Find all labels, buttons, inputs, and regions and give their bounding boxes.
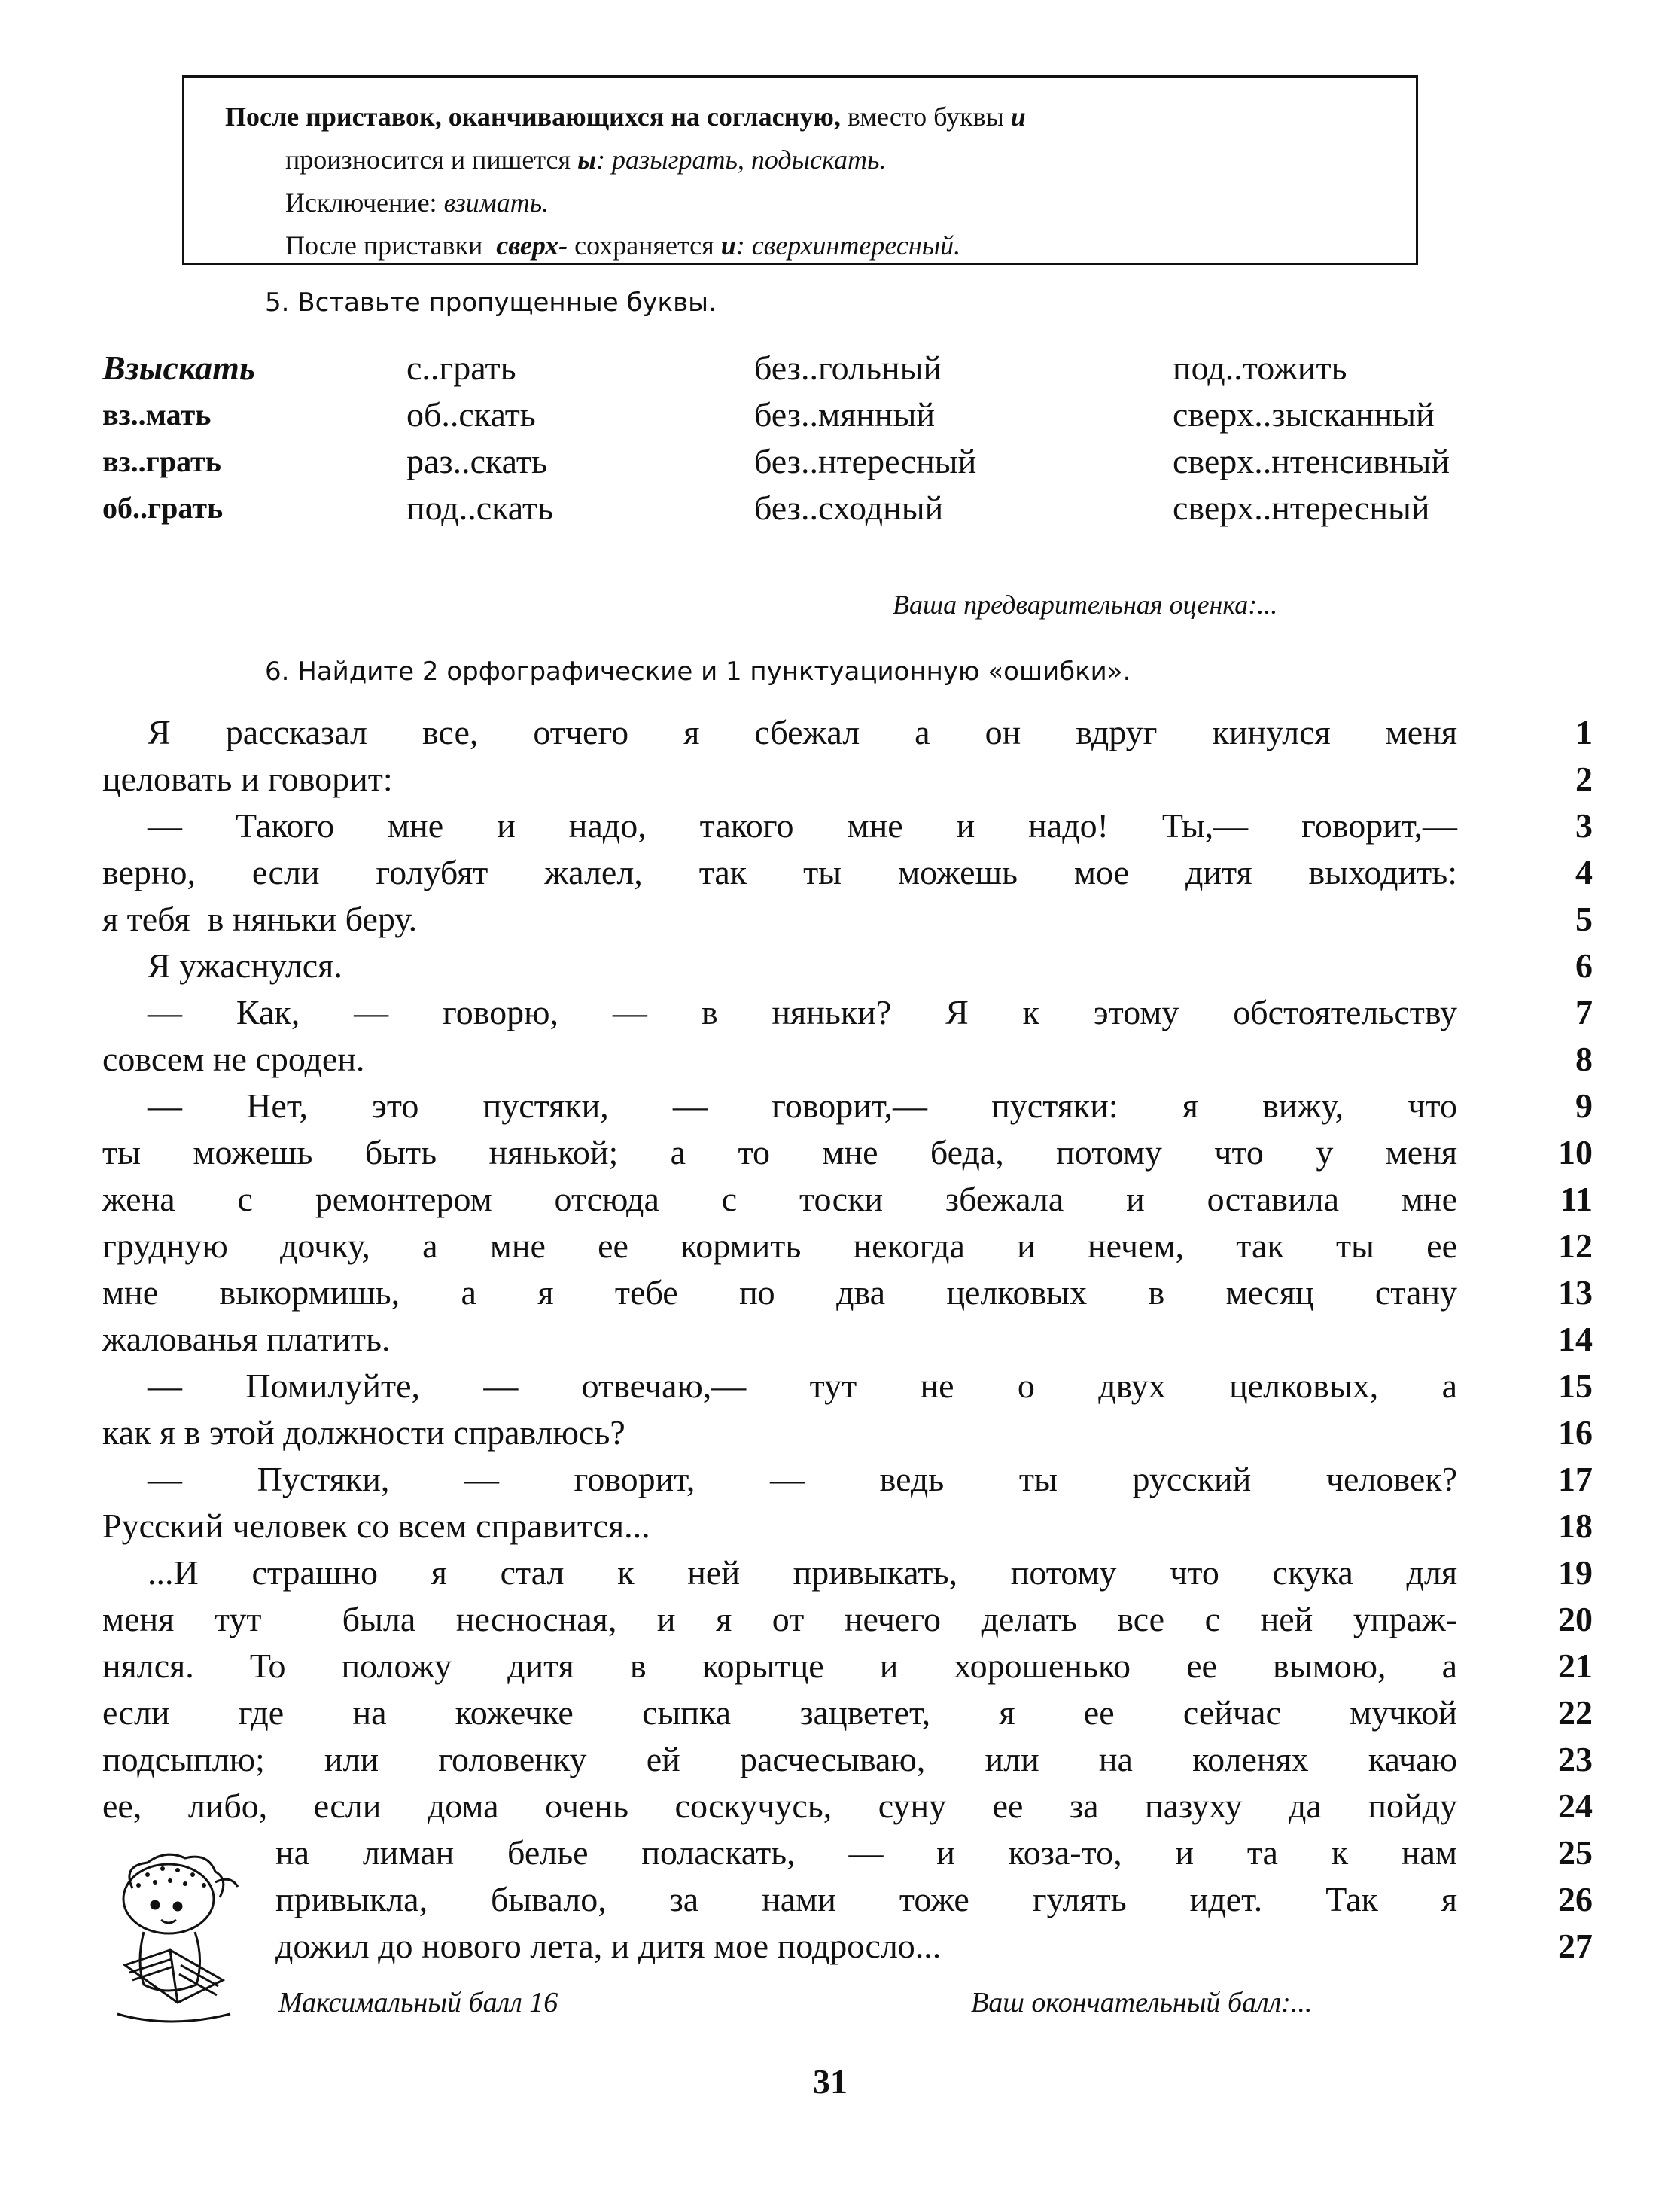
text-line xyxy=(102,896,1593,943)
task6-text xyxy=(102,709,1593,1970)
line-number: 23 xyxy=(1558,1740,1593,1778)
line-number: 14 xyxy=(1558,1320,1593,1358)
text-line xyxy=(102,1876,1593,1923)
rule-line-1 xyxy=(225,96,1371,139)
rule-line-3 xyxy=(225,181,1371,224)
rule-text: произносится и пишется xyxy=(285,145,578,175)
line-text: ее, либо, если дома очень соскучусь, суну ее за пазуху да пойду xyxy=(102,1787,1457,1825)
line-number: 25 xyxy=(1558,1833,1593,1872)
text-line xyxy=(102,1736,1593,1783)
rule-line-4 xyxy=(225,224,1371,267)
line-number: 11 xyxy=(1560,1180,1593,1218)
line-text: — Нет, это пустяки, — говорит,— пустяки: я вижу, что xyxy=(148,1086,1457,1125)
text-line xyxy=(102,1409,1593,1456)
word-cell: с..грать xyxy=(406,349,516,387)
line-number: 1 xyxy=(1575,713,1593,751)
line-number: 26 xyxy=(1558,1880,1593,1918)
line-text: совсем не сроден. xyxy=(102,1040,365,1078)
text-line xyxy=(102,1830,1593,1876)
line-number: 13 xyxy=(1558,1273,1593,1312)
line-number: 5 xyxy=(1575,900,1593,938)
text-line xyxy=(102,989,1593,1036)
task5-title: 5. Вставьте пропущенные буквы. xyxy=(265,288,717,318)
line-number: 15 xyxy=(1558,1367,1593,1405)
page-number: 31 xyxy=(813,2062,848,2101)
line-text: подсыплю; или головенку ей расчесываю, или на коленях качаю xyxy=(102,1740,1457,1778)
line-text: Русский человек со всем справится... xyxy=(102,1507,650,1545)
word-cell: об..грать xyxy=(102,491,224,525)
text-line xyxy=(102,1503,1593,1549)
word-row xyxy=(102,345,1593,392)
word-cell: без..сходный xyxy=(754,489,944,527)
word-cell: под..тожить xyxy=(1173,349,1347,387)
line-text: как я в этой должности справлюсь? xyxy=(102,1413,625,1452)
rule-prefix: сверх- xyxy=(496,230,568,261)
word-cell: без..мянный xyxy=(754,395,935,434)
rule-examples: : разыграть, подыскать. xyxy=(596,145,887,175)
line-text: ...И страшно я стал к ней привыкать, потому что скука для xyxy=(148,1553,1457,1592)
line-number: 16 xyxy=(1558,1413,1593,1452)
line-number: 22 xyxy=(1558,1693,1593,1732)
word-cell: об..скать xyxy=(406,395,536,434)
line-text: меня тут была несносная, и я от нечего делать все с ней упраж- xyxy=(102,1600,1457,1638)
text-line xyxy=(102,709,1593,756)
line-text: на лиман белье поласкать, — и коза-то, и та к нам xyxy=(275,1833,1457,1872)
line-text: жена с ремонтером отсюда с тоски збежала и оставила мне xyxy=(102,1180,1457,1218)
child-with-book-icon xyxy=(102,1852,245,2040)
rule-text: сохраняется xyxy=(568,230,721,261)
line-text: Я ужаснулся. xyxy=(148,946,342,985)
word-cell: раз..скать xyxy=(406,442,547,480)
rule-box xyxy=(182,75,1418,265)
line-text: целовать и говорит: xyxy=(102,760,393,798)
word-cell: без..гольный xyxy=(754,349,942,387)
preliminary-score-note: Ваша предварительная оценка:... xyxy=(893,590,1278,620)
line-text: дожил до нового лета, и дитя мое подросло... xyxy=(275,1927,942,1965)
rule-example: : сверхинтересный. xyxy=(735,230,961,261)
word-cell: Взыскать xyxy=(102,349,255,387)
word-row xyxy=(102,392,1593,438)
line-number: 20 xyxy=(1558,1600,1593,1638)
text-line xyxy=(102,1549,1593,1596)
child-reading-illustration xyxy=(102,1852,245,2040)
line-text: нялся. То положу дитя в корытце и хорошенько ее вымою, а xyxy=(102,1647,1457,1685)
line-text: — Как, — говорю, — в няньки? Я к этому обстоятельству xyxy=(148,993,1457,1031)
text-line xyxy=(102,1456,1593,1503)
line-number: 6 xyxy=(1575,946,1593,985)
word-row xyxy=(102,485,1593,532)
max-score-text: Максимальный балл 16 xyxy=(278,1987,558,2019)
rule-heading: После приставок, оканчивающихся на согласную, xyxy=(225,102,841,132)
rule-exception: взимать. xyxy=(443,187,549,218)
text-line xyxy=(102,1083,1593,1129)
word-row xyxy=(102,438,1593,485)
line-number: 21 xyxy=(1558,1647,1593,1685)
text-line xyxy=(102,1923,1593,1970)
line-text: — Такого мне и надо, такого мне и надо! Ты,— говорит,— xyxy=(148,806,1457,845)
text-line xyxy=(102,1363,1593,1409)
line-text: я тебя в няньки беру. xyxy=(102,900,418,938)
rule-text: Исключение: xyxy=(285,187,444,218)
text-line xyxy=(102,1269,1593,1316)
line-number: 9 xyxy=(1575,1086,1593,1125)
line-text: — Помилуйте, — отвечаю,— тут не о двух целковых, а xyxy=(148,1367,1457,1405)
text-line xyxy=(102,1783,1593,1830)
word-cell: вз..мать xyxy=(102,398,212,431)
word-cell: сверх..зысканный xyxy=(1173,395,1435,434)
line-number: 4 xyxy=(1575,853,1593,891)
line-number: 8 xyxy=(1575,1040,1593,1078)
text-line xyxy=(102,1036,1593,1083)
text-line xyxy=(102,756,1593,803)
line-text: грудную дочку, а мне ее кормить некогда и нечем, так ты ее xyxy=(102,1226,1457,1265)
line-text: Я рассказал все, отчего я сбежал а он вдруг кинулся меня xyxy=(148,713,1457,751)
word-cell: сверх..нтересный xyxy=(1173,489,1430,527)
text-line xyxy=(102,1690,1593,1736)
line-number: 18 xyxy=(1558,1507,1593,1545)
text-line xyxy=(102,1316,1593,1363)
line-number: 10 xyxy=(1558,1133,1593,1172)
line-text: верно, если голубят жалел, так ты можешь мое дитя выходить: xyxy=(102,853,1457,891)
line-number: 7 xyxy=(1575,993,1593,1031)
line-text: если где на кожечке сыпка зацветет, я ее сейчас мучкой xyxy=(102,1693,1457,1732)
line-number: 3 xyxy=(1575,806,1593,845)
line-number: 24 xyxy=(1558,1787,1593,1825)
text-line xyxy=(102,803,1593,849)
line-number: 19 xyxy=(1558,1553,1593,1592)
line-text: ты можешь быть нянькой; а то мне беда, потому что у меня xyxy=(102,1133,1457,1172)
text-line xyxy=(102,943,1593,989)
line-text: мне выкормишь, а я тебе по два целковых в месяц стану xyxy=(102,1273,1457,1312)
text-line xyxy=(102,1176,1593,1223)
line-number: 2 xyxy=(1575,760,1593,798)
line-number: 12 xyxy=(1558,1226,1593,1265)
text-line xyxy=(102,1596,1593,1643)
rule-letter-i: и xyxy=(720,230,736,261)
text-line xyxy=(102,1129,1593,1176)
final-score-note: Ваш окончательный балл:... xyxy=(971,1987,1313,2019)
rule-line-2 xyxy=(225,139,1371,181)
task5-word-table xyxy=(102,345,1593,532)
word-cell: без..нтересный xyxy=(754,442,977,480)
text-line xyxy=(102,1643,1593,1690)
task6-title: 6. Найдите 2 орфографические и 1 пунктуационную «ошибки». xyxy=(265,657,1131,687)
text-line xyxy=(102,849,1593,896)
rule-letter-y: ы xyxy=(577,145,597,175)
rule-text: вместо буквы xyxy=(840,102,1011,132)
line-number: 17 xyxy=(1558,1460,1593,1498)
rule-text: После приставки xyxy=(285,230,497,261)
word-cell: сверх..нтенсивный xyxy=(1173,442,1450,480)
text-line xyxy=(102,1223,1593,1269)
max-score xyxy=(278,1986,558,2019)
line-text: привыкла, бывало, за нами тоже гулять идет. Так я xyxy=(275,1880,1457,1918)
line-text: — Пустяки, — говорит, — ведь ты русский человек? xyxy=(148,1460,1457,1498)
word-cell: под..скать xyxy=(406,489,554,527)
word-cell: вз..грать xyxy=(102,444,221,478)
line-text: жалованья платить. xyxy=(102,1320,391,1358)
line-number: 27 xyxy=(1558,1927,1593,1965)
rule-letter-i: и xyxy=(1010,102,1026,132)
